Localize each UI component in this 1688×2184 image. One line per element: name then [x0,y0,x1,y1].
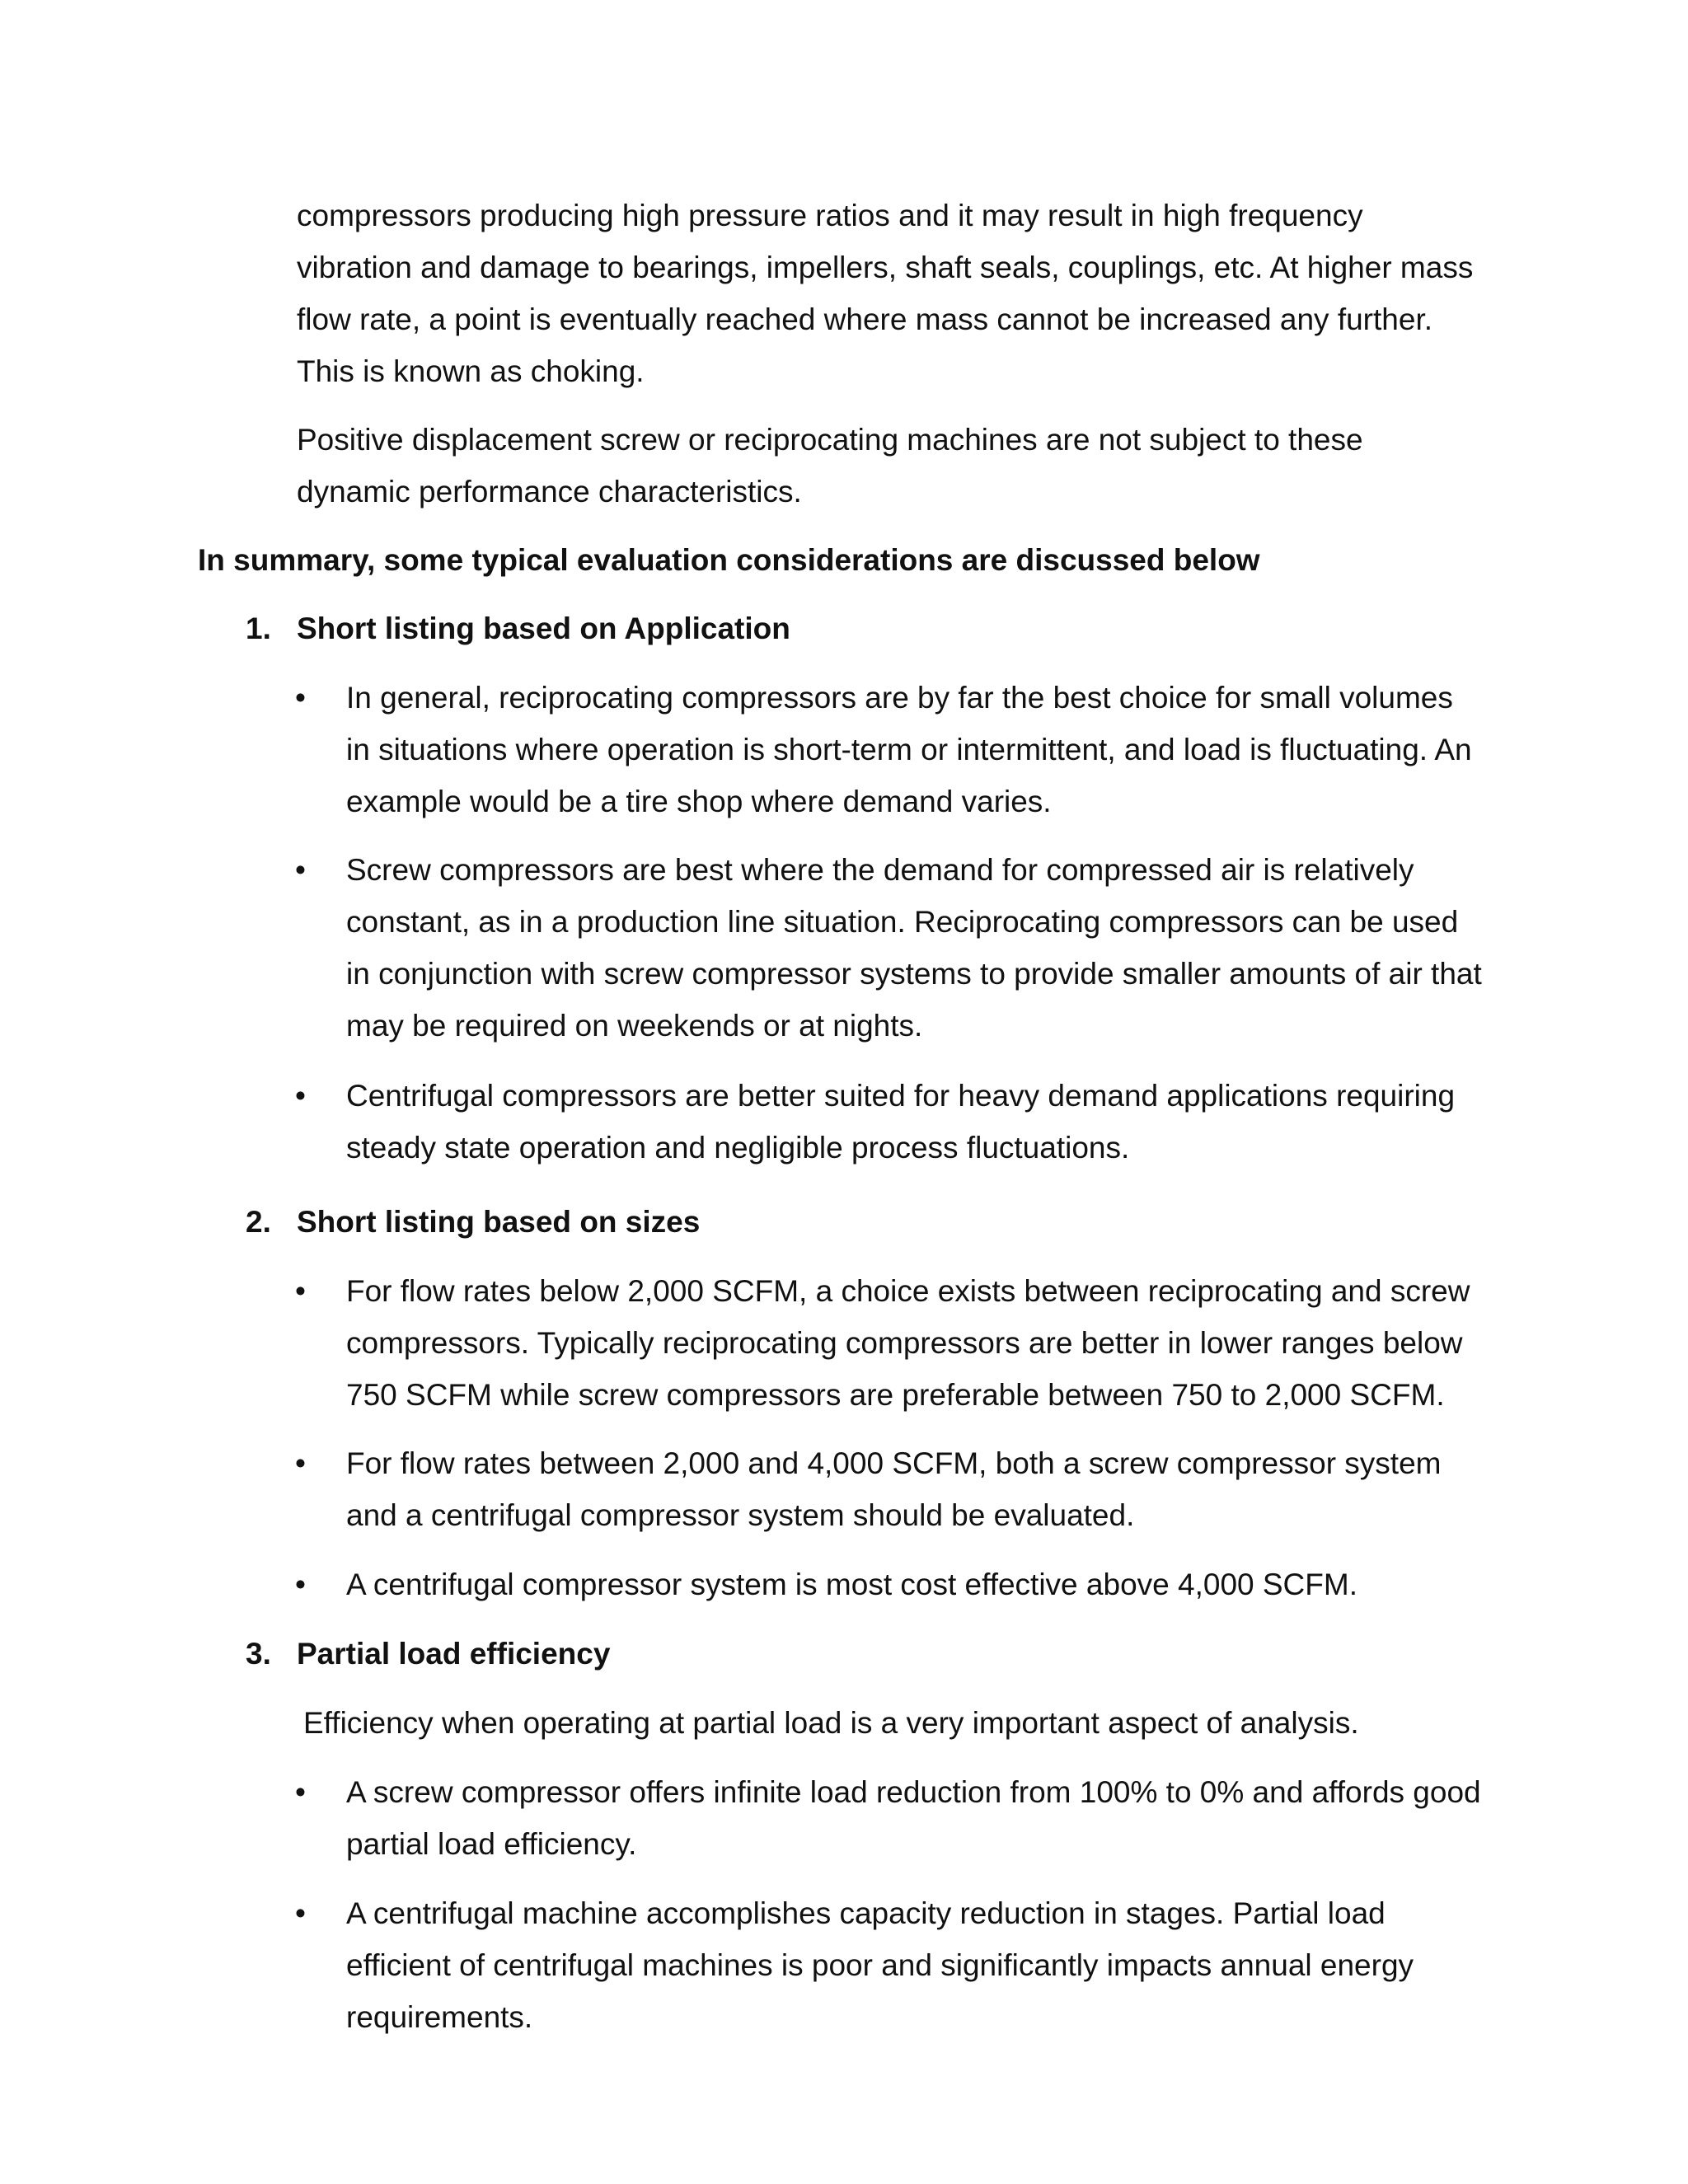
list-item-text [346,1437,1490,1541]
section-heading-2 [246,1196,700,1248]
bullet-icon: • [295,1775,306,1809]
text-line: 750 SCFM while screw compressors are preferable between 750 to 2,000 SCFM. [346,1378,1445,1412]
intro-paragraph-1 [297,190,1484,397]
section-title: Partial load efficiency [297,1637,611,1671]
text-line: flow rate, a point is eventually reached where mass cannot be increased any further. [297,302,1432,336]
bullet-icon: • [295,681,306,715]
list-item [295,1887,1490,2043]
text-line: and a centrifugal compressor system should be evaluated. [346,1498,1135,1532]
text-line: may be required on weekends or at nights. [346,1009,923,1043]
text-line: partial load efficiency. [346,1827,637,1861]
text-line: This is known as choking. [297,354,645,388]
text-line: A screw compressor offers infinite load reduction from 100% to 0% and affords good [346,1775,1481,1809]
bullet-icon: • [295,1446,306,1480]
bullet-icon: • [295,853,306,887]
section-intro-text: Efficiency when operating at partial load is a very important aspect of analysis. [303,1706,1359,1740]
list-item-text [346,1070,1490,1174]
list-item-text [346,672,1490,827]
list-item [295,844,1490,1052]
section-number: 3. [246,1637,271,1671]
text-line: Screw compressors are best where the demand for compressed air is relatively [346,853,1414,887]
section-number: 2. [246,1205,271,1239]
text-line: in situations where operation is short-term or intermittent, and load is fluctuating. An [346,733,1472,766]
bullet-icon: • [295,1568,306,1601]
text-line: vibration and damage to bearings, impellers, shaft seals, couplings, etc. At higher mass [297,251,1474,284]
list-item [295,1265,1490,1421]
text-line: steady state operation and negligible process fluctuations. [346,1131,1130,1165]
text-line: Positive displacement screw or reciprocating machines are not subject to these [297,423,1363,457]
section-title: Short listing based on Application [297,612,790,645]
section-number: 1. [246,612,271,645]
summary-heading: In summary, some typical evaluation considerations are discussed below [198,543,1260,577]
list-item-text [346,1265,1490,1421]
text-line: In general, reciprocating compressors are by far the best choice for small volumes [346,681,1453,715]
text-line: For flow rates between 2,000 and 4,000 SCFM, both a screw compressor system [346,1446,1442,1480]
text-line: compressors producing high pressure ratios and it may result in high frequency [297,199,1363,232]
text-line: in conjunction with screw compressor systems to provide smaller amounts of air that [346,957,1482,991]
text-line: constant, as in a production line situation. Reciprocating compressors can be used [346,905,1459,939]
bullet-icon: • [295,1896,306,1930]
list-item [295,672,1490,827]
section-heading-1 [246,602,790,654]
list-item-text [346,1558,1490,1610]
list-item-text [346,1887,1490,2043]
text-line: efficient of centrifugal machines is poor and significantly impacts annual energy [346,1948,1414,1982]
intro-paragraph-2 [297,414,1484,518]
bullet-icon: • [295,1079,306,1113]
section-title: Short listing based on sizes [297,1205,701,1239]
list-item [295,1558,1490,1610]
list-item-text [346,844,1490,1052]
list-item [295,1766,1490,1870]
text-line: A centrifugal compressor system is most cost effective above 4,000 SCFM. [346,1568,1357,1601]
list-item [295,1070,1490,1174]
list-item-text [346,1766,1490,1870]
text-line: requirements. [346,2000,533,2034]
text-line: compressors. Typically reciprocating compressors are better in lower ranges below [346,1326,1463,1360]
text-line: dynamic performance characteristics. [297,475,802,509]
text-line: For flow rates below 2,000 SCFM, a choice exists between reciprocating and screw [346,1274,1470,1308]
text-line: Centrifugal compressors are better suited for heavy demand applications requiring [346,1079,1456,1113]
text-line: example would be a tire shop where demand varies. [346,785,1052,818]
section-heading-3 [246,1628,610,1680]
list-item [295,1437,1490,1541]
text-line: A centrifugal machine accomplishes capacity reduction in stages. Partial load [346,1896,1386,1930]
bullet-icon: • [295,1274,306,1308]
